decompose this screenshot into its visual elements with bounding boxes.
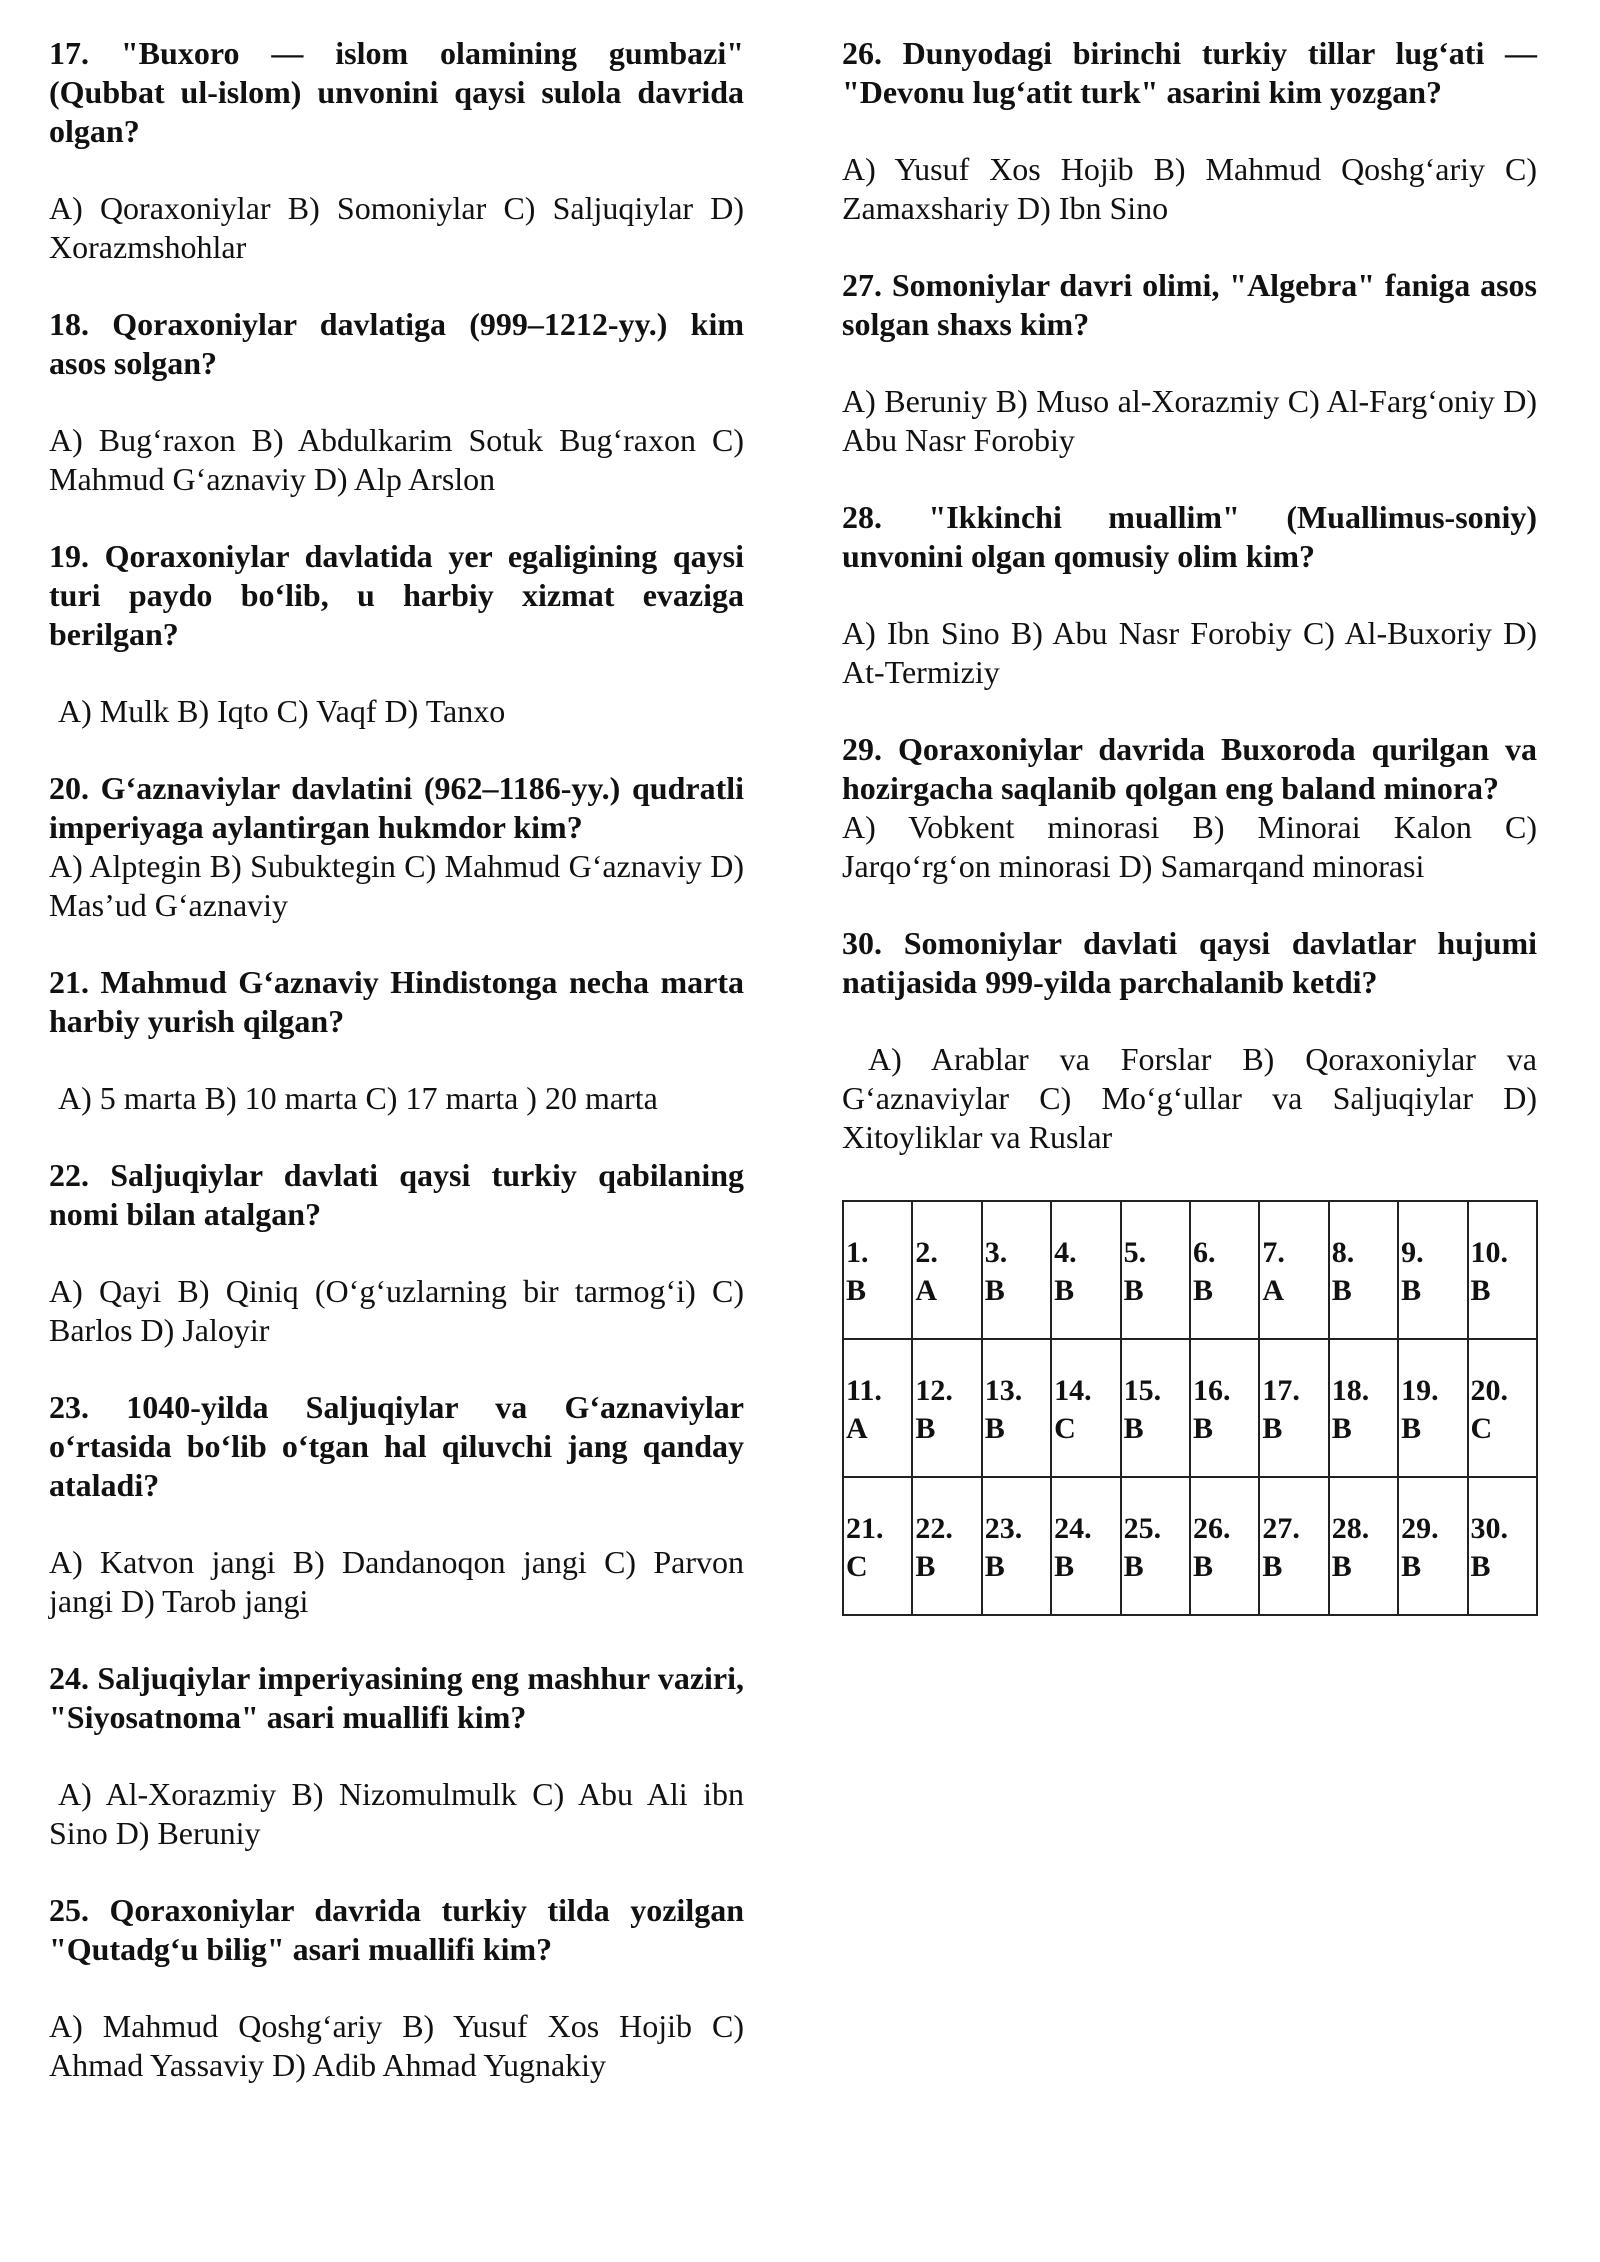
answer-question-number: 20. [1470,1374,1509,1407]
question-28 [842,498,1537,692]
answer-key-row [843,1201,1537,1339]
answer-key-cell [1190,1477,1259,1615]
question-19 [49,537,744,731]
question-options: A) 5 marta B) 10 marta C) 17 marta ) 20 marta [58,1080,658,1116]
answer-key-cell [1259,1477,1328,1615]
answer-question-number: 7. [1262,1236,1285,1269]
answer-question-number: 24. [1054,1512,1092,1545]
answer-letter: B [846,1274,867,1307]
answer-letter: B [984,1550,1005,1583]
answer-key-cell [1051,1201,1120,1339]
question-options: A) Ibn Sino B) Abu Nasr Forobiy C) Al-Buxoriy D) At-Termiziy [842,615,1537,690]
answer-question-number: 13. [984,1374,1023,1407]
answer-question-number: 25. [1123,1512,1162,1545]
answer-question-number: 3. [984,1236,1008,1269]
question-27 [842,266,1537,460]
answer-key-cell [843,1477,912,1615]
answer-letter: A [846,1412,868,1445]
question-title: 26. Dunyodagi birinchi turkiy tillar lug‘ati — "Devonu lug‘atit turk" asarini kim yozgan? [842,35,1537,110]
answer-letter: A [915,1274,938,1307]
answer-letter: B [1470,1274,1491,1307]
question-29 [842,730,1537,886]
answer-letter: A [1262,1274,1285,1307]
answer-letter: C [1054,1412,1076,1445]
question-options: A) Bug‘raxon B) Abdulkarim Sotuk Bug‘raxon C) Mahmud G‘aznaviy D) Alp Arslon [49,422,744,497]
question-18 [49,305,744,499]
question-title: 29. Qoraxoniylar davrida Buxoroda qurilgan va hozirgacha saqlanib qolgan eng baland minora? [842,731,1537,806]
question-22 [49,1156,744,1350]
question-title: 24. Saljuqiylar imperiyasining eng mashhur vaziri, "Siyosatnoma" asari muallifi kim? [49,1660,744,1735]
answer-key-cell [1329,1477,1398,1615]
question-options: A) Mahmud Qoshg‘ariy B) Yusuf Xos Hojib C) Ahmad Yassaviy D) Adib Ahmad Yugnakiy [49,2008,744,2083]
question-options: A) Arablar va Forslar B) Qoraxoniylar va G‘aznaviylar C) Mo‘g‘ullar va Saljuqiylar D) Xitoyliklar va Ruslar [842,1041,1537,1155]
answer-question-number: 28. [1331,1512,1370,1545]
answer-question-number: 15. [1123,1374,1162,1407]
answer-question-number: 11. [846,1374,882,1407]
question-options: A) Yusuf Xos Hojib B) Mahmud Qoshg‘ariy C) Zamaxshariy D) Ibn Sino [842,151,1537,226]
answer-letter: B [1262,1550,1283,1583]
right-column [842,34,1537,1157]
answer-letter: B [1192,1412,1213,1445]
answer-letter: B [1192,1274,1213,1307]
answer-key-body [843,1201,1537,1615]
answer-key-cell [1329,1339,1398,1477]
answer-key-table [842,1200,1538,1616]
answer-question-number: 27. [1262,1512,1300,1545]
question-options: A) Qoraxoniylar B) Somoniylar C) Saljuqiylar D) Xorazmshohlar [49,190,744,265]
answer-letter: B [1123,1550,1144,1583]
answer-question-number: 4. [1054,1236,1077,1269]
answer-question-number: 16. [1192,1374,1231,1407]
answer-question-number: 19. [1401,1374,1439,1407]
answer-key-cell [1259,1201,1328,1339]
answer-question-number: 26. [1192,1512,1231,1545]
question-title: 28. "Ikkinchi muallim" (Muallimus-soniy) unvonini olgan qomusiy olim kim? [842,499,1537,574]
answer-key-cell [912,1201,981,1339]
answer-key-cell [912,1477,981,1615]
answer-letter: B [915,1550,936,1583]
answer-letter: B [1123,1274,1144,1307]
answer-question-number: 1. [846,1236,869,1269]
answer-question-number: 10. [1470,1236,1509,1269]
answer-letter: B [1401,1550,1422,1583]
answer-question-number: 29. [1401,1512,1439,1545]
answer-key-cell [982,1477,1051,1615]
question-30 [842,924,1537,1157]
left-column [49,34,744,2085]
answer-letter: B [1054,1274,1075,1307]
answer-key-cell [982,1339,1051,1477]
answer-key-cell [843,1201,912,1339]
answer-key-cell [1398,1201,1467,1339]
answer-letter: B [1192,1550,1213,1583]
answer-key-cell [1190,1339,1259,1477]
answer-letter: C [846,1550,868,1583]
answer-key-cell [1121,1339,1190,1477]
question-title: 25. Qoraxoniylar davrida turkiy tilda yozilgan "Qutadg‘u bilig" asari muallifi kim? [49,1892,744,1967]
question-options: A) Beruniy B) Muso al-Xorazmiy C) Al-Farg‘oniy D) Abu Nasr Forobiy [842,383,1537,458]
answer-key-cell [1398,1477,1467,1615]
answer-question-number: 17. [1262,1374,1300,1407]
question-options: A) Qayi B) Qiniq (O‘g‘uzlarning bir tarmog‘i) C) Barlos D) Jaloyir [49,1273,744,1348]
answer-key-cell [1190,1201,1259,1339]
question-title: 19. Qoraxoniylar davlatida yer egaligining qaysi turi paydo bo‘lib, u harbiy xizmat evaziga berilgan? [49,538,744,652]
question-title: 17. "Buxoro — islom olamining gumbazi" (Qubbat ul-islom) unvonini qaysi sulola davrida olgan? [49,35,744,149]
answer-key-cell [1468,1201,1537,1339]
answer-key-cell [1329,1201,1398,1339]
answer-key-row [843,1477,1537,1615]
answer-question-number: 5. [1123,1236,1147,1269]
answer-letter: B [984,1412,1005,1445]
answer-key-cell [1259,1339,1328,1477]
question-title: 20. G‘aznaviylar davlatini (962–1186-yy.) qudratli imperiyaga aylantirgan hukmdor kim? [49,770,744,845]
question-title: 23. 1040-yilda Saljuqiylar va G‘aznaviylar o‘rtasida bo‘lib o‘tgan hal qiluvchi jang qanday ataladi? [49,1389,744,1503]
question-26 [842,34,1537,228]
answer-letter: B [1331,1550,1352,1583]
answer-key-cell [1398,1339,1467,1477]
answer-key-cell [1051,1477,1120,1615]
question-title: 21. Mahmud G‘aznaviy Hindistonga necha marta harbiy yurish qilgan? [49,964,744,1039]
answer-question-number: 8. [1331,1236,1355,1269]
question-17 [49,34,744,267]
answer-letter: B [1401,1412,1422,1445]
answer-question-number: 14. [1054,1374,1092,1407]
question-25 [49,1891,744,2085]
answer-letter: B [984,1274,1005,1307]
question-23 [49,1388,744,1621]
answer-key-cell [1121,1477,1190,1615]
answer-letter: B [1331,1412,1352,1445]
answer-question-number: 12. [915,1374,953,1407]
answer-letter: B [1331,1274,1352,1307]
question-options: A) Al-Xorazmiy B) Nizomulmulk C) Abu Ali ibn Sino D) Beruniy [49,1776,744,1851]
answer-key-cell [912,1339,981,1477]
answer-letter: B [1123,1412,1144,1445]
answer-question-number: 9. [1401,1236,1424,1269]
answer-letter: B [1054,1550,1075,1583]
question-options: A) Mulk B) Iqto C) Vaqf D) Tanxo [58,693,506,729]
question-21 [49,963,744,1118]
answer-question-number: 6. [1192,1236,1216,1269]
answer-letter: B [1401,1274,1422,1307]
answer-question-number: 30. [1470,1512,1509,1545]
question-title: 18. Qoraxoniylar davlatiga (999–1212-yy.) kim asos solgan? [49,306,744,381]
answer-key-cell [982,1201,1051,1339]
question-options: A) Vobkent minorasi B) Minorai Kalon C) Jarqo‘rg‘on minorasi D) Samarqand minorasi [842,809,1537,884]
question-title: 30. Somoniylar davlati qaysi davlatlar hujumi natijasida 999-yilda parchalanib ketdi? [842,925,1537,1000]
question-24 [49,1659,744,1853]
question-20 [49,769,744,925]
question-options: A) Katvon jangi B) Dandanoqon jangi C) Parvon jangi D) Tarob jangi [49,1544,744,1619]
answer-key-cell [1468,1477,1537,1615]
answer-key-cell [843,1339,912,1477]
answer-question-number: 2. [915,1236,938,1269]
question-options: A) Alptegin B) Subuktegin C) Mahmud G‘aznaviy D) Mas’ud G‘aznaviy [49,848,744,923]
answer-question-number: 23. [984,1512,1023,1545]
answer-question-number: 18. [1331,1374,1370,1407]
answer-letter: C [1470,1412,1493,1445]
answer-letter: B [915,1412,936,1445]
answer-key-cell [1121,1201,1190,1339]
answer-letter: B [1262,1412,1283,1445]
answer-question-number: 22. [915,1512,953,1545]
answer-key-row [843,1339,1537,1477]
answer-key-cell [1051,1339,1120,1477]
answer-key-cell [1468,1339,1537,1477]
answer-letter: B [1470,1550,1491,1583]
question-title: 27. Somoniylar davri olimi, "Algebra" faniga asos solgan shaxs kim? [842,267,1537,342]
answer-question-number: 21. [846,1512,884,1545]
question-title: 22. Saljuqiylar davlati qaysi turkiy qabilaning nomi bilan atalgan? [49,1157,744,1232]
